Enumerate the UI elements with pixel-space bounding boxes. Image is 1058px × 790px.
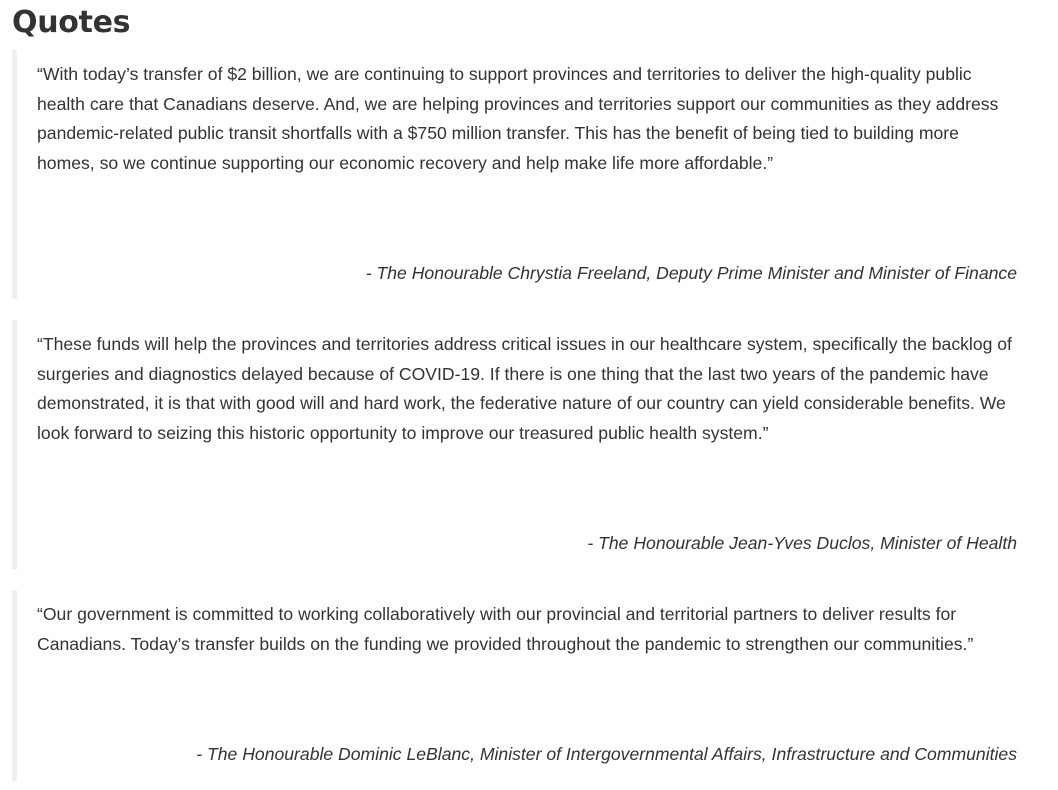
quote-text: “These funds will help the provinces and territories address critical issues in our healthcare system, specifically the backlog of surgeries and diagnostics delayed because of COVID-19. If there is one thing that the last two years of the pandemic have demonstrated, it is that with good will and hard work, the federative nature of our country can yield considerable benefits. We look forward to seizing this historic opportunity to improve our treasured public health system.”	[37, 334, 1012, 444]
quote-text: “Our government is committed to working collaboratively with our provincial and territorial partners to deliver results for Canadians. Today’s transfer builds on the funding we provided throughout the pandemic to strengthen our communities.”	[37, 604, 974, 654]
quote-block-freeland	[12, 50, 1021, 299]
quote-block-duclos	[12, 320, 1021, 569]
quote-block-leblanc	[12, 590, 1021, 781]
quote-text: “With today’s transfer of $2 billion, we are continuing to support provinces and territories to deliver the high-quality public health care that Canadians deserve. And, we are helping provinces and territories support our communities as they address pandemic-related public transit shortfalls with a $750 million transfer. This has the benefit of being tied to building more homes, so we continue supporting our economic recovery and help make life more affordable.”	[37, 64, 999, 174]
page-title: Quotes	[12, 5, 131, 40]
quote-attribution: - The Honourable Chrystia Freeland, Deputy Prime Minister and Minister of Finance	[365, 263, 1017, 283]
quote-attribution: - The Honourable Jean-Yves Duclos, Minister of Health	[587, 533, 1017, 553]
quote-attribution: - The Honourable Dominic LeBlanc, Minister of Intergovernmental Affairs, Infrastructure and Communities	[196, 744, 1017, 764]
